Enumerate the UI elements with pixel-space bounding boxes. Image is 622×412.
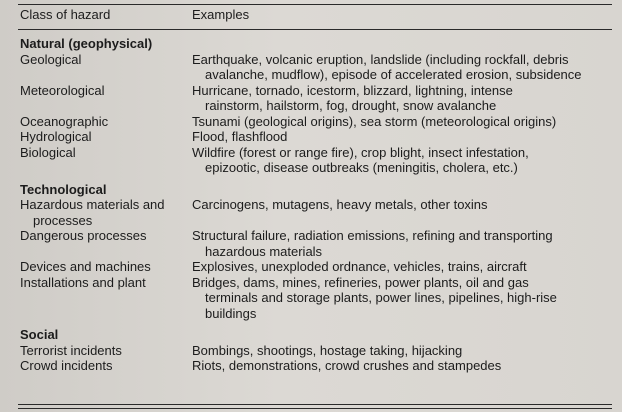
table-row [20, 259, 612, 275]
section-title: Natural (geophysical) [20, 36, 153, 51]
examples-line: Wildfire (forest or range fire), crop blight, insect infestation, [192, 144, 529, 160]
section-row [20, 29, 612, 52]
bottom-rule-secondary [18, 408, 612, 409]
hazard-class-line: processes [33, 212, 93, 228]
hazard-class-line: Devices and machines [20, 259, 151, 274]
examples-line: Tsunami (geological origins), sea storm (meteorological origins) [192, 113, 557, 129]
top-rule [18, 4, 612, 5]
section-row [20, 176, 612, 198]
examples-line: hazardous materials [205, 243, 323, 259]
examples-line: rainstorm, hailstorm, fog, drought, snow avalanche [205, 98, 497, 113]
examples-line: Carcinogens, mutagens, heavy metals, other toxins [192, 197, 488, 212]
hazard-class-line: Meteorological [20, 82, 105, 98]
examples-line: Earthquake, volcanic eruption, landslide (including rockfall, debris [192, 51, 569, 67]
table-row [20, 145, 612, 176]
table-body [20, 29, 612, 374]
examples-cell [192, 52, 612, 83]
table-row [20, 114, 612, 130]
column-header-examples: Examples [192, 7, 250, 22]
hazard-class-line: Biological [20, 144, 76, 160]
examples-line: Structural failure, radiation emissions, refining and transporting [192, 228, 553, 243]
examples-cell [192, 129, 612, 145]
section-title: Technological [20, 181, 107, 197]
table-row [20, 129, 612, 145]
table-row [20, 52, 612, 83]
hazard-class-line: Installations and plant [20, 274, 146, 290]
hazard-class-cell [20, 83, 192, 114]
hazard-class-line: Crowd incidents [20, 358, 113, 373]
examples-line: epizootic, disease outbreaks (meningitis, cholera, etc.) [205, 160, 518, 175]
hazard-table [20, 7, 612, 374]
examples-cell [192, 275, 612, 322]
table-header-row [20, 7, 612, 29]
hazard-class-line: Hazardous materials and [20, 197, 165, 212]
section-title: Social [20, 327, 59, 342]
examples-line: Explosives, unexploded ordnance, vehicles, trains, aircraft [192, 259, 527, 274]
hazard-class-cell [20, 259, 192, 275]
examples-cell [192, 83, 612, 114]
examples-cell [192, 197, 612, 228]
table-row [20, 275, 612, 322]
hazard-class-cell [20, 358, 192, 374]
hazard-class-line: Terrorist incidents [20, 342, 122, 358]
hazard-class-line: Dangerous processes [20, 228, 147, 243]
hazard-class-cell [20, 343, 192, 359]
examples-line: Bridges, dams, mines, refineries, power plants, oil and gas [192, 274, 529, 290]
table-row [20, 228, 612, 259]
examples-line: Riots, demonstrations, crowd crushes and stampedes [192, 358, 502, 373]
hazard-class-cell [20, 228, 192, 259]
examples-line: buildings [205, 305, 257, 321]
examples-cell [192, 343, 612, 359]
section-row [20, 321, 612, 343]
examples-cell [192, 228, 612, 259]
hazard-class-cell [20, 129, 192, 145]
examples-line: Bombings, shootings, hostage taking, hijacking [192, 342, 463, 358]
hazard-class-line: Hydrological [20, 129, 92, 144]
examples-cell [192, 259, 612, 275]
examples-cell [192, 358, 612, 374]
examples-cell [192, 145, 612, 176]
table-row [20, 83, 612, 114]
hazard-class-cell [20, 52, 192, 83]
table-row [20, 197, 612, 228]
hazard-class-line: Geological [20, 51, 82, 67]
examples-cell [192, 114, 612, 130]
column-header-class: Class of hazard [20, 7, 111, 22]
examples-line: Flood, flashflood [192, 129, 288, 144]
hazard-class-line: Oceanographic [20, 113, 109, 129]
table-row [20, 358, 612, 374]
hazard-class-cell [20, 114, 192, 130]
hazard-class-cell [20, 145, 192, 176]
examples-line: avalanche, mudflow), episode of accelerated erosion, subsidence [205, 67, 582, 82]
examples-line: Hurricane, tornado, icestorm, blizzard, lightning, intense [192, 82, 513, 98]
bottom-rule [18, 404, 612, 405]
hazard-class-cell [20, 197, 192, 228]
table-row [20, 343, 612, 359]
hazard-class-cell [20, 275, 192, 322]
examples-line: terminals and storage plants, power lines, pipelines, high-rise [205, 290, 557, 305]
